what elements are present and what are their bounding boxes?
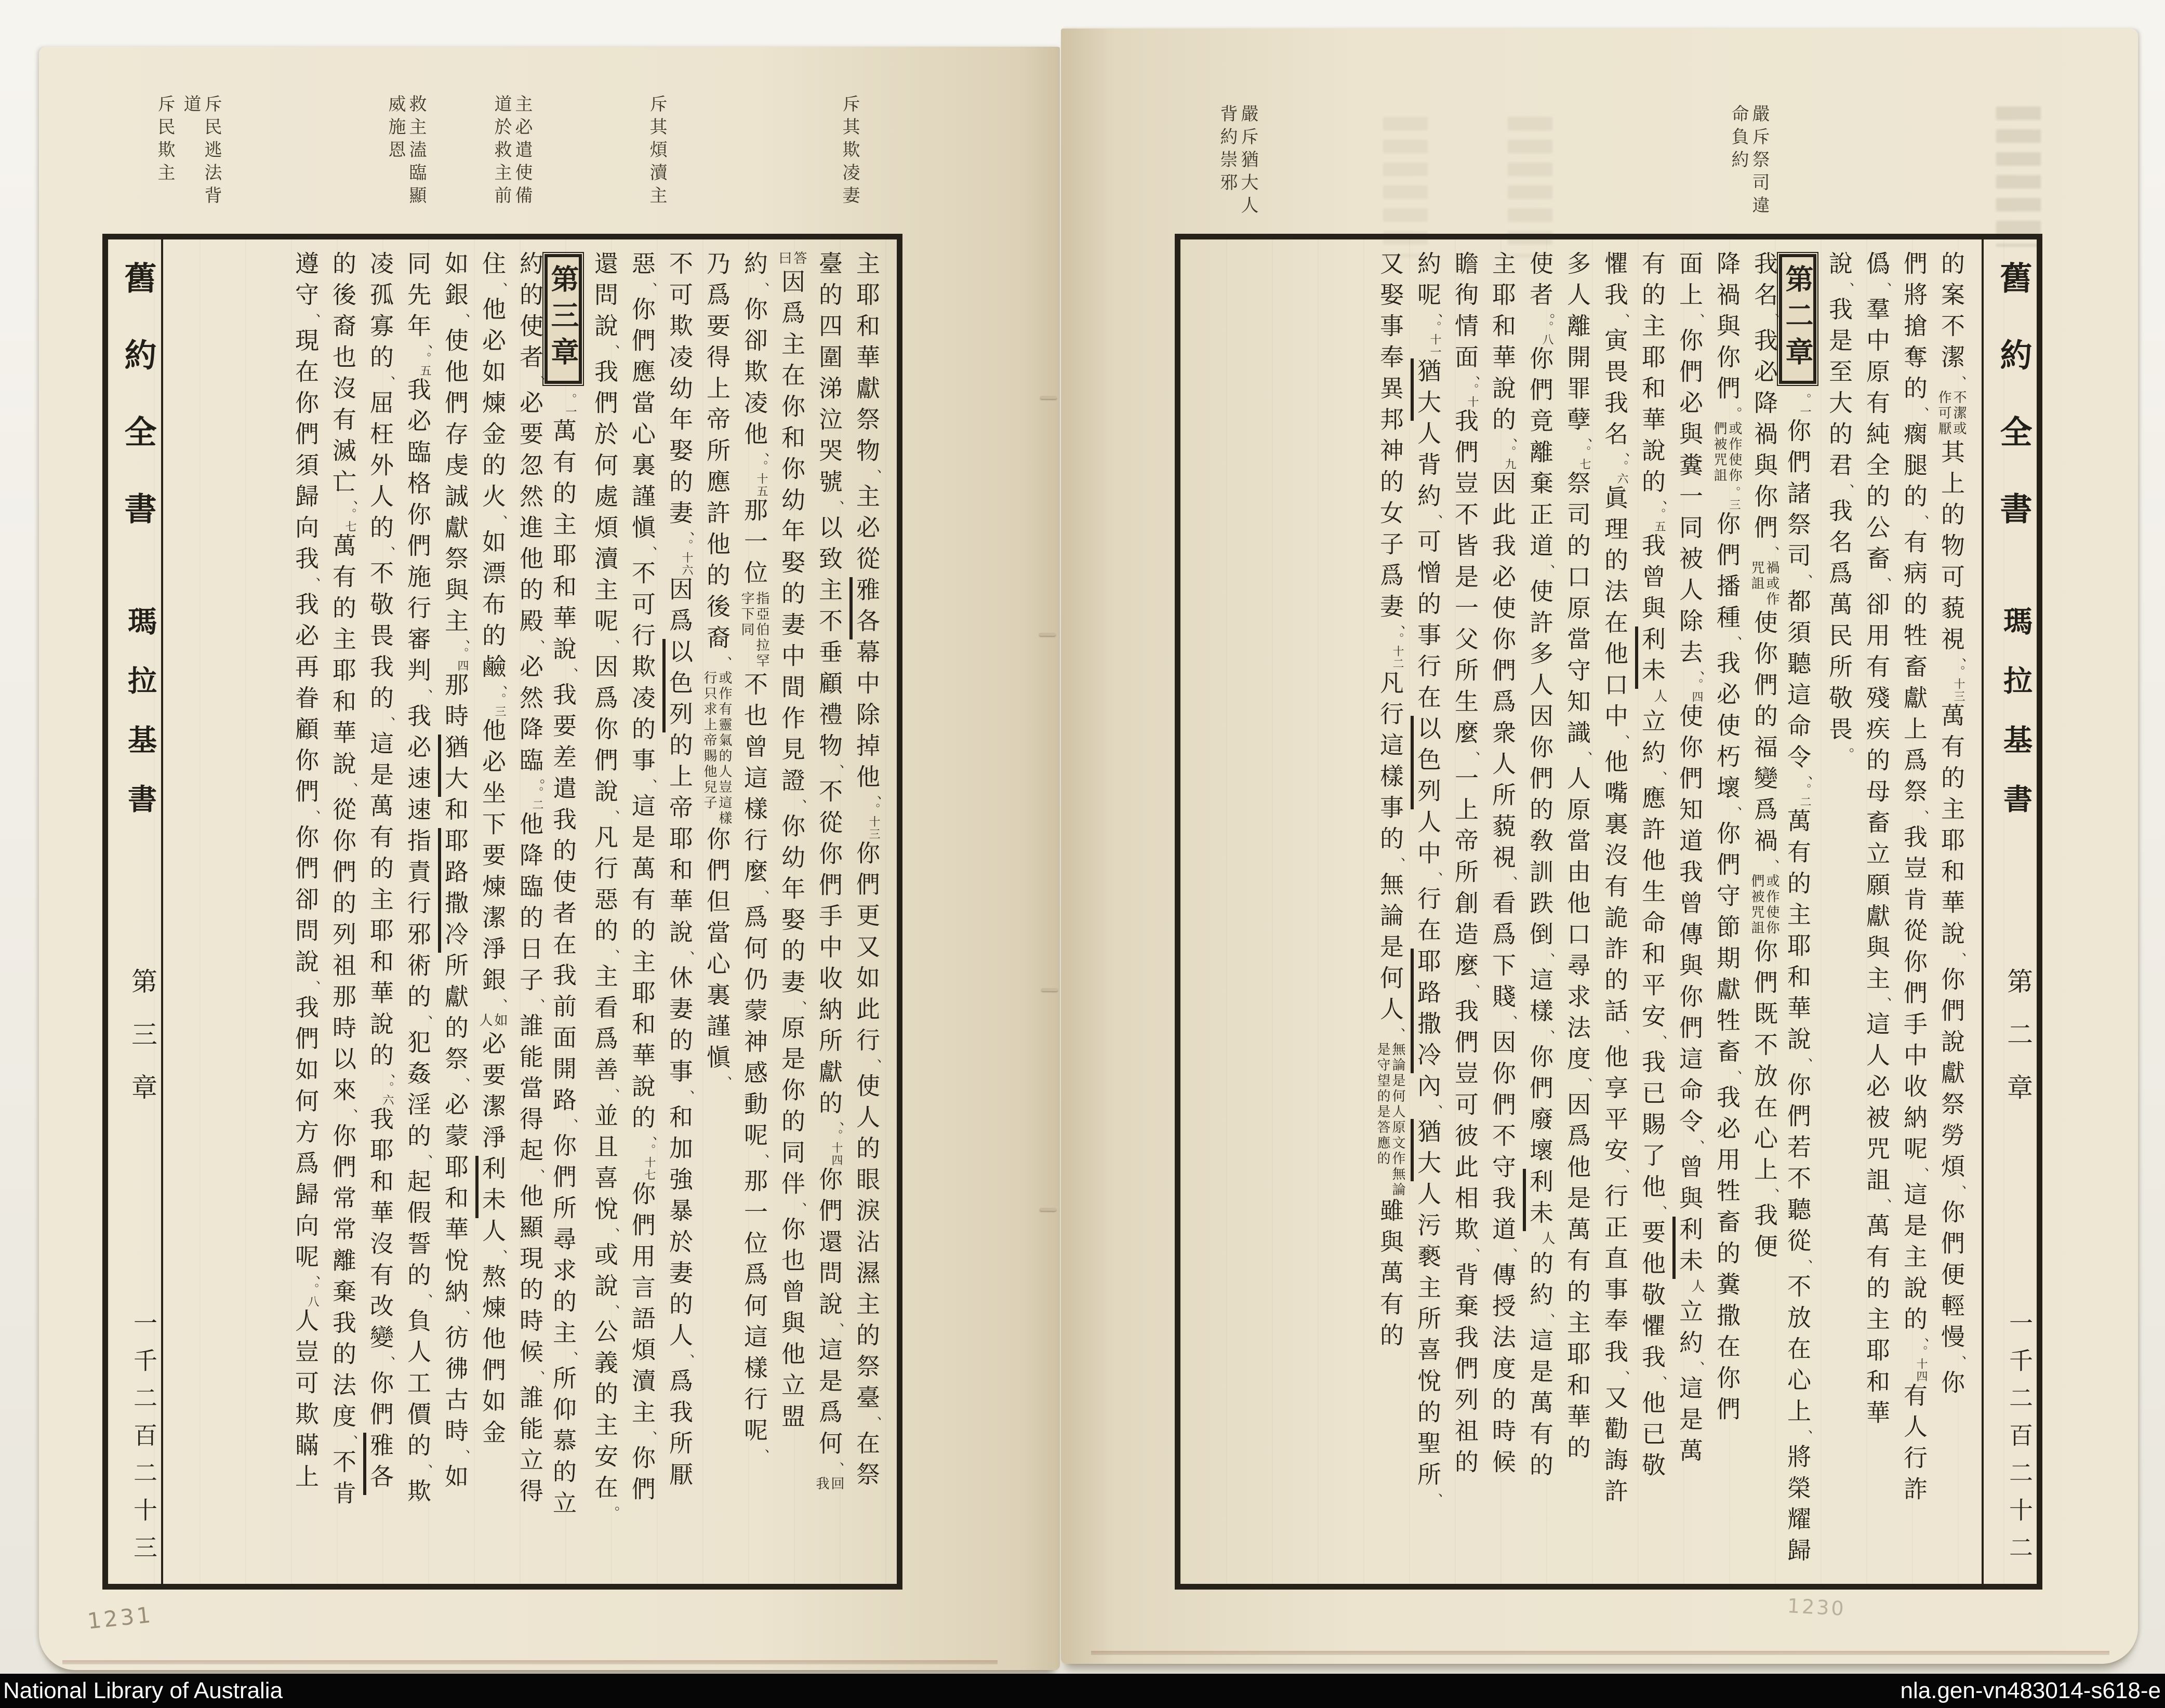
proper-noun: 猶大 (438, 735, 469, 797)
text-column: 又娶事奉異邦神的女子爲妻、。十二凡行這樣事的、無論是何人、無論是何人原文作無論是守望的是答應的雖與萬有的 (1375, 251, 1405, 1354)
punctuation: 、 (604, 810, 620, 824)
text-column: 使者。。八你們竟離棄正道、使許多人因你們的敎訓跌倒、這樣、你們廢壞利未人的約、這是萬有的 (1525, 251, 1555, 1570)
punctuation: 、 (1914, 515, 1929, 529)
left-page (39, 47, 1060, 1670)
punctuation: 、 (417, 1464, 433, 1478)
verse-number: 。二 (1798, 783, 1811, 808)
text-column: 不可欺凌幼年娶的妻、。十六因爲以色列的上帝耶和華說、休妻的事、和加強暴於妻的人、爲我所厭 (665, 251, 694, 1570)
punctuation: 、 (492, 998, 508, 1013)
text-column: 還問說、我們於何處煩瀆主呢、因爲你們說、凡行惡的、主看爲善、並且喜悅、或說、公義的主安在。 (591, 251, 620, 1520)
text-column: 的後裔也沒有滅亡、。七萬有的主耶和華說、從你們的列祖那時以來、你們常常離棄我的法度、不肯 (329, 251, 358, 1512)
punctuation: 、 (342, 1435, 358, 1449)
verse-number: 。十 (1466, 383, 1479, 408)
punctuation: 、 (1614, 313, 1630, 328)
proper-noun: 猶大 (1411, 358, 1442, 421)
punctuation: 、 (1465, 1248, 1480, 1262)
text-column: 惡、你們應當心裏謹愼、不可行欺凌的事、這是萬有的主耶和華說的、。十七你們用言語煩瀆主、你們 (628, 251, 657, 1507)
text-column: 臺的四圍涕泣哭號、以致主不垂顧禮物、不從你們手中收納所獻的、。十四你們還問說、這是爲何、回我 (815, 251, 844, 1570)
verse-number: 。五 (418, 352, 431, 377)
punctuation: 、 (716, 656, 732, 671)
margin-annotation: 斥民欺主 (154, 95, 175, 186)
text-column: 同先年、。五我必臨格你們施行審判、我必速速指責行邪術的、犯姦淫的、起假誓的、負人工價的、欺 (404, 251, 433, 1510)
text-column: 們將搶奪的、瘸腿的、有病的牲畜獻上爲祭、我豈肯從你們手中收納呢、這是主說的、。十四有人行詐 (1900, 251, 1929, 1507)
punctuation: 、 (1465, 984, 1480, 998)
punctuation: 、 (1577, 1077, 1592, 1092)
verse-number: 。七 (343, 508, 356, 533)
text-column: 約的使者、必要忽然進他的殿、必然降臨。。二他降臨的日子、誰能當得起、他顯現的時候、誰能立得 (516, 251, 545, 1510)
punctuation: 、 (1797, 1430, 1813, 1444)
punctuation: 、 (1689, 313, 1705, 328)
punctuation: 、 (342, 1109, 358, 1123)
punctuation: 、 (1652, 1205, 1667, 1220)
punctuation: 、 (679, 951, 695, 965)
proper-noun: 耶路撒冷 (1411, 949, 1442, 1073)
punctuation: 、 (1502, 438, 1518, 446)
proper-noun: 利未 (1672, 1217, 1704, 1279)
punctuation: 、 (305, 810, 321, 824)
punctuation: 、 (380, 546, 395, 561)
punctuation: 。 (1726, 407, 1742, 421)
punctuation: 、 (642, 1136, 657, 1144)
margin-annotation: 救主溘臨顯威施恩 (385, 95, 427, 209)
punctuation: 、 (305, 1275, 321, 1283)
text-column: 降禍與你們。或作使你們被咒詛。三你們播種、我必使朽壞、你們守節期獻牲畜、我必用牲畜的糞撒在你們 (1711, 251, 1742, 1427)
verse-number: 。八 (1540, 321, 1553, 346)
punctuation: 、 (1614, 1030, 1630, 1044)
punctuation: 、 (1876, 282, 1892, 297)
punctuation: 、 (754, 282, 769, 297)
punctuation: 、 (604, 344, 620, 359)
punctuation: 、 (492, 685, 508, 693)
punctuation: 、 (1951, 658, 1967, 665)
proper-noun: 耶路撒冷 (438, 828, 469, 953)
text-column: 說、我是至大的君、我名爲萬民所敬畏。 (1825, 251, 1854, 762)
punctuation: 、 (829, 1323, 844, 1337)
punctuation: 、 (1390, 1028, 1405, 1042)
punctuation: 、 (754, 1154, 769, 1168)
text-column: 約呢、。十一猶大人背約、可憎的事行在以色列人中、行在耶路撒冷內、猶大人污褻主所喜悅的聖所、 (1413, 251, 1442, 1570)
punctuation: 、 (1876, 1198, 1892, 1213)
text-column: 僞、羣中原有純全的公畜、卻用有殘疾的母畜立願獻與主、這人必被咒詛、萬有的主耶和華 (1863, 251, 1892, 1431)
punctuation: 、 (791, 1202, 807, 1217)
punctuation: 、 (642, 779, 657, 793)
verse-number: 。四 (456, 647, 469, 672)
verse-number: 。三 (1728, 486, 1741, 511)
punctuation: 、 (1689, 671, 1705, 678)
proper-noun: 以色列 (662, 639, 694, 732)
verse-number: 。十四 (1915, 1345, 1928, 1383)
binding-stitch (1040, 1208, 1056, 1211)
verse-number: 。十六 (680, 539, 693, 577)
punctuation: 、 (679, 1090, 695, 1104)
series-title: 舊約全書 (1995, 261, 2033, 569)
margin-annotation: 斥民逃法背道 (180, 95, 222, 209)
body-columns-right (1180, 239, 1982, 1584)
text-column: 面上、你們必與糞一同被人除去、。四使你們知道我曾傳與你們這命令、曾與利未人立約、這是萬 (1675, 251, 1704, 1570)
punctuation: 、 (380, 716, 395, 731)
punctuation: 、 (1914, 1338, 1929, 1345)
interlinear-note: 人 (1652, 689, 1667, 704)
punctuation: 、 (417, 1015, 433, 1030)
punctuation: 、 (1797, 1058, 1813, 1072)
punctuation: 、 (1797, 1259, 1813, 1274)
binding-stitch (1039, 633, 1056, 636)
text-column: 瞻徇情面、。十我們豈不皆是一父所生麼、一上帝所創造麼、我們豈可彼此相欺、背棄我們列祖的 (1451, 251, 1480, 1480)
punctuation: 、 (1914, 407, 1929, 421)
punctuation: 。 (1839, 748, 1854, 762)
punctuation: 、 (342, 500, 358, 508)
interlinear-note: 人 (1689, 1279, 1705, 1295)
verse-number: 。十二 (1391, 633, 1404, 670)
body-columns-left (163, 239, 897, 1584)
punctuation: 、 (754, 1449, 769, 1463)
punctuation: 、 (604, 1088, 620, 1103)
verse-number: 。十一 (1428, 321, 1441, 358)
punctuation: 、 (642, 1431, 657, 1445)
binding-stitch (1041, 988, 1058, 991)
punctuation: 、 (1951, 376, 1967, 390)
punctuation: 、 (1390, 857, 1405, 872)
punctuation: 、 (1726, 1070, 1742, 1085)
interlinear-note: 或作使你們被咒詛 (1711, 421, 1742, 484)
footer-bar (0, 1674, 2165, 1708)
verse-number: 。十三 (1952, 665, 1965, 703)
proper-noun: 雅各 (849, 577, 881, 639)
page-edge-shadow (62, 1660, 998, 1664)
punctuation: 、 (1764, 1188, 1779, 1203)
verse-number: 。一 (1798, 393, 1811, 418)
punctuation: 、 (642, 282, 657, 297)
punctuation: 、 (1539, 953, 1555, 967)
interlinear-note: 指亞伯拉罕字下同 (739, 591, 769, 669)
text-column: 我名、我必降禍與你們、禍或作咒詛使你們的福變爲禍、或作使你們被咒詛你們既不放在心上、我便 (1749, 251, 1779, 1265)
punctuation: 、 (829, 1122, 844, 1129)
punctuation: 、 (754, 452, 769, 460)
punctuation: 、 (380, 376, 395, 390)
punctuation: 、 (1427, 872, 1443, 886)
verse-number: 。五 (1653, 508, 1666, 533)
verse-number: 。八 (306, 1283, 319, 1308)
punctuation: 、 (604, 1227, 620, 1242)
punctuation: 、 (1914, 1167, 1929, 1182)
margin-annotation: 嚴斥祭司違命負約 (1728, 104, 1770, 219)
punctuation: 、 (1764, 546, 1779, 561)
binding-stitch (1040, 396, 1057, 399)
punctuation: 、 (417, 689, 433, 703)
punctuation: 、 (829, 764, 844, 779)
punctuation: 、 (1502, 1248, 1518, 1262)
text-block-right (1175, 234, 2042, 1590)
text-column: 多人離開罪孽、。七祭司的口原當守知識、人原當由他口尋求法度、因爲他是萬有的主耶和華的 (1563, 251, 1592, 1466)
verse-number: 。十四 (830, 1129, 843, 1167)
punctuation: 、 (342, 782, 358, 797)
verse-number: 。六 (1615, 460, 1628, 485)
punctuation: 、 (1797, 574, 1813, 589)
punctuation: 、 (1427, 514, 1443, 529)
punctuation: 、 (1652, 1376, 1667, 1390)
interlinear-note: 答曰 (776, 251, 807, 266)
punctuation: 、 (380, 1356, 395, 1370)
punctuation: 、 (1951, 952, 1967, 967)
page-number: 一千二百二十三 (130, 1311, 158, 1572)
library-name: National Library of Australia (3, 1678, 283, 1703)
punctuation: 、 (1539, 1030, 1555, 1044)
punctuation: 、 (604, 1304, 620, 1319)
punctuation: 、 (417, 1293, 433, 1308)
verse-number: 。二 (530, 786, 543, 811)
text-column: 主耶和華說的、。九因此我必使你們爲衆人所藐視、看爲下賤、因你們不守我道、傳授法度的時候 (1489, 251, 1518, 1480)
punctuation: 、 (529, 639, 545, 654)
punctuation: 、 (791, 799, 807, 813)
interlinear-note: 或作有靈氣的人豈這樣行只求上帝賜他兒子 (701, 671, 732, 826)
punctuation: 、 (1689, 1140, 1705, 1154)
text-column: 第二章。一你們諸祭司、都須聽這命令、。二萬有的主耶和華說、你們若不聽從、不放在心上、將榮耀歸 (1787, 251, 1816, 1570)
punctuation: 、 (866, 469, 882, 484)
punctuation: 、 (305, 313, 321, 328)
margin-annotation: 斥其煩瀆主 (646, 95, 667, 209)
punctuation: 、 (1951, 1185, 1967, 1199)
text-column: 主耶和華獻祭物、主必從雅各幕中除掉他、。十三你們更又如此行、使人的眼淚沾濕主的祭臺、在祭 (852, 251, 881, 1570)
text-column: 住、他必如煉金的火、如漂布的鹼、。三他必坐下要煉潔淨銀、如人必要潔淨利未人、熬煉他們如金 (478, 251, 507, 1570)
punctuation: 、 (305, 980, 321, 995)
punctuation: 、 (492, 1249, 508, 1264)
punctuation: 、 (1614, 735, 1630, 749)
punctuation: 、 (380, 1074, 395, 1082)
series-title: 舊約全書 (119, 261, 157, 569)
page-edge-shadow (1091, 1651, 2109, 1655)
punctuation: 、 (1764, 859, 1779, 874)
verse-number: 。十五 (755, 460, 768, 498)
page-number: 一千二百二十二 (2005, 1311, 2034, 1572)
showthrough-ghost (1996, 106, 2041, 247)
punctuation: 、 (529, 1169, 545, 1183)
punctuation: 、 (679, 1354, 695, 1368)
interlinear-note: 回我 (814, 1476, 844, 1492)
punctuation: 、 (1577, 751, 1592, 766)
punctuation: 、 (1502, 1015, 1518, 1030)
verse-number: 。六 (381, 1082, 394, 1106)
punctuation: 、 (1951, 1355, 1967, 1370)
punctuation: 、 (305, 577, 321, 592)
text-column: 約、你卻欺凌他、。十五那一位指亞伯拉罕字下同不也曾這樣行麼、爲何仍蒙神感動呢、那一位爲何這樣行呢、 (739, 251, 769, 1463)
punctuation: 、 (716, 1076, 732, 1090)
punctuation: 、 (866, 795, 882, 803)
punctuation: 、 (1914, 810, 1929, 824)
punctuation: 、 (866, 1059, 882, 1073)
proper-noun: 利未 (1635, 626, 1666, 689)
punctuation: 、 (1614, 1370, 1630, 1385)
interlinear-note: 無論是何人原文作無論是守望的是答應的 (1375, 1042, 1405, 1198)
pencil-page-number-left: 1231 (86, 1602, 155, 1634)
chapter-label: 第二章 (2003, 968, 2033, 1127)
punctuation: 、 (563, 1351, 578, 1366)
right-page (1061, 29, 2138, 1664)
margin-annotation: 斥其欺凌妻 (839, 95, 860, 209)
punctuation: 、 (1839, 484, 1854, 498)
punctuation: 、 (604, 949, 620, 964)
punctuation: 、 (563, 668, 578, 682)
punctuation: 、 (1539, 564, 1555, 579)
punctuation: 、 (1689, 1361, 1705, 1376)
verse-number: 。七 (1578, 446, 1591, 471)
punctuation: 、 (1614, 1169, 1630, 1183)
punctuation: 、 (829, 500, 844, 515)
punctuation: 、 (829, 1462, 844, 1476)
interlinear-note: 不潔或作可厭 (1936, 390, 1967, 437)
text-block-left (102, 234, 902, 1590)
pencil-page-number-right: 1230 (1786, 1594, 1847, 1620)
punctuation: 、 (455, 313, 470, 328)
punctuation: 、 (455, 1310, 470, 1325)
punctuation: 、 (1465, 751, 1480, 766)
punctuation: 、 (1614, 452, 1630, 460)
punctuation: 、 (1652, 1035, 1667, 1049)
punctuation: 、 (455, 1449, 470, 1464)
punctuation: 、 (1539, 1313, 1555, 1328)
interlinear-note: 或作使你們被咒詛 (1749, 874, 1779, 936)
punctuation: 。 (1539, 313, 1555, 321)
punctuation: 、 (1390, 625, 1405, 633)
proper-noun: 雅各 (363, 1433, 394, 1495)
proper-noun: 以色列 (1411, 716, 1442, 809)
verse-number: 。四 (1690, 678, 1703, 703)
margin-column-left (108, 239, 163, 1584)
punctuation: 、 (642, 546, 657, 561)
punctuation: 、 (754, 890, 769, 904)
punctuation: 、 (417, 344, 433, 352)
interlinear-note: 禍或作咒詛 (1749, 561, 1779, 607)
text-column: 懼我、寅畏我名、。六眞理的法在他口中、他嘴裏沒有詭詐的話、他享平安、行正直事奉我、又勸誨許 (1601, 251, 1630, 1510)
punctuation: 、 (1876, 997, 1892, 1011)
punctuation: 、 (1465, 376, 1480, 383)
interlinear-note: 如人 (477, 1013, 508, 1029)
punctuation: 、 (1652, 771, 1667, 785)
margin-column-right (1982, 239, 2037, 1584)
proper-noun: 利未 (475, 1156, 507, 1218)
margin-annotation: 嚴斥猶大人背約崇邪 (1217, 104, 1258, 219)
punctuation: 、 (679, 531, 695, 539)
punctuation: 、 (417, 1154, 433, 1169)
punctuation: 、 (529, 1370, 545, 1385)
interlinear-note: 人 (1539, 1231, 1555, 1247)
punctuation: 、 (1876, 577, 1892, 592)
punctuation: 、 (604, 639, 620, 654)
punctuation: 、 (1726, 806, 1742, 821)
text-column: 的案不潔、不潔或作可厭其上的物可藐視、。十三萬有的主耶和華說、你們說獻祭勞煩、你們便輕慢、你 (1936, 251, 1967, 1401)
book-title: 瑪拉基書 (1999, 606, 2033, 843)
punctuation: 、 (529, 998, 545, 1013)
margin-annotation: 主必遣使備道於救主前 (491, 95, 533, 209)
punctuation: 、 (1764, 313, 1779, 328)
verse-number: 。九 (1503, 446, 1516, 471)
punctuation: 、 (1502, 876, 1518, 890)
punctuation: 、 (1577, 438, 1592, 446)
catalog-id: nla.gen-vn483014-s618-e (1900, 1678, 2161, 1703)
punctuation: 、 (866, 1416, 882, 1431)
verse-number: 。三 (493, 693, 506, 718)
chapter-heading: 第三章 (544, 254, 582, 384)
punctuation: 、 (492, 515, 508, 529)
text-column: 第三章。一萬有的主耶和華說、我要差遣我的使者在我前面開路、你們所尋求的主、所仰慕的立 (553, 251, 582, 1570)
text-column: 答曰因爲主在你和你幼年娶的妻中間作見證、你幼年娶的妻、原是你的同伴、你也曾與他立盟 (776, 251, 807, 1435)
text-column: 遵守、現在你們須歸向我、我必再眷顧你們、你們卻問說、我們如何方爲歸向呢、。八人豈可欺瞞上 (291, 251, 321, 1495)
punctuation: 、 (1427, 313, 1443, 321)
punctuation: 、 (455, 1077, 470, 1092)
punctuation: 、 (1726, 636, 1742, 650)
punctuation: 、 (1839, 282, 1854, 297)
punctuation: 、 (455, 639, 470, 647)
text-column: 如銀、使他們存虔誠獻祭與主、。四那時猶大和耶路撒冷所獻的祭、必蒙耶和華悅納、彷彿古時、如 (441, 251, 470, 1570)
verse-number: 。十三 (867, 803, 880, 840)
text-column: 有的主耶和華說的、。五我曾與利未人立約、應許他生命和平安、我已賜了他、要他敬懼我、他已敬 (1638, 251, 1667, 1570)
text-column: 乃爲要得上帝所應許他的後裔、或作有靈氣的人豈這樣行只求上帝賜他兒子你們但當心裏謹愼、 (701, 251, 732, 1090)
punctuation: 、 (791, 1000, 807, 1015)
punctuation: 、 (1797, 776, 1813, 783)
proper-noun: 猶大 (1411, 1119, 1442, 1181)
text-column: 凌孤寡的、屈枉外人的、不敬畏我的、這是萬有的主耶和華說的、。六我耶和華沒有改變、你們雅各 (366, 251, 395, 1570)
punctuation: 、 (529, 376, 545, 390)
punctuation: 、 (1652, 500, 1667, 508)
chapter-heading: 第二章 (1779, 254, 1816, 384)
punctuation: 、 (1427, 1104, 1443, 1119)
verse-number: 。一 (564, 393, 577, 418)
chapter-label: 第三章 (127, 968, 157, 1127)
punctuation: 。 (604, 1506, 620, 1520)
proper-noun: 利未 (1523, 1169, 1554, 1231)
punctuation: 。 (529, 779, 545, 786)
verse-number: 。十七 (643, 1144, 656, 1181)
punctuation: 、 (492, 282, 508, 297)
punctuation: 、 (563, 1118, 578, 1133)
punctuation: 、 (1427, 1493, 1443, 1507)
book-title: 瑪拉基書 (123, 606, 157, 843)
